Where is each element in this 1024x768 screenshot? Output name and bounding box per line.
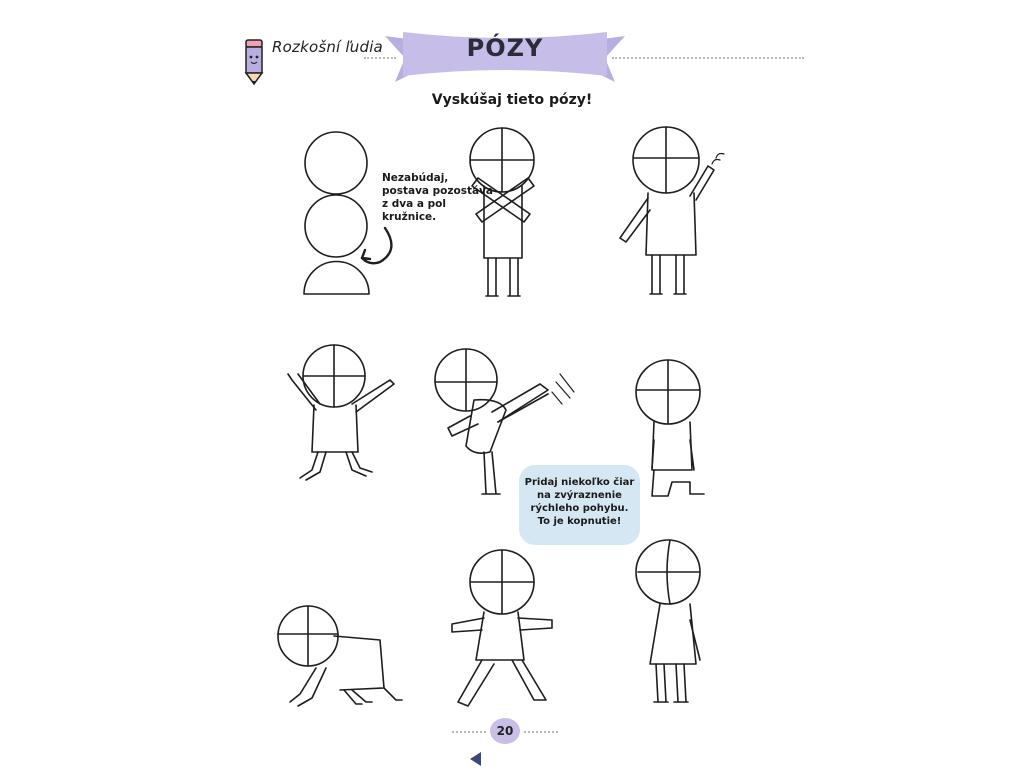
tip-line: na zvýraznenie <box>537 490 622 501</box>
note-line: z dva a pol <box>382 198 446 210</box>
tip-line: To je kopnutie! <box>537 516 622 527</box>
pose-crawling <box>278 606 402 706</box>
pose-standing <box>636 540 700 702</box>
book-title: Rozkošní ľudia <box>272 38 383 56</box>
page-subtitle: Vyskúšaj tieto pózy! <box>431 92 593 108</box>
pose-kneeling <box>636 360 704 496</box>
note-line: postava pozostáva <box>382 185 494 197</box>
footer-divider-left <box>452 731 486 733</box>
pose-jumping <box>288 345 394 480</box>
pose-waving <box>620 127 724 294</box>
tip-line: Pridaj niekoľko čiar <box>524 477 635 488</box>
note-circles <box>382 172 493 224</box>
footer-divider-right <box>524 731 558 733</box>
back-arrow-icon[interactable] <box>470 752 481 766</box>
tip-line: rýchleho pohybu. <box>530 503 629 514</box>
body-proportion-circles <box>304 132 391 294</box>
note-line: Nezabúdaj, <box>382 172 449 184</box>
pose-warrior <box>452 550 552 706</box>
section-title: PÓZY <box>466 34 544 62</box>
page-number: 20 <box>490 718 520 744</box>
tip-text <box>519 476 640 528</box>
note-line: kružnice. <box>382 211 437 223</box>
